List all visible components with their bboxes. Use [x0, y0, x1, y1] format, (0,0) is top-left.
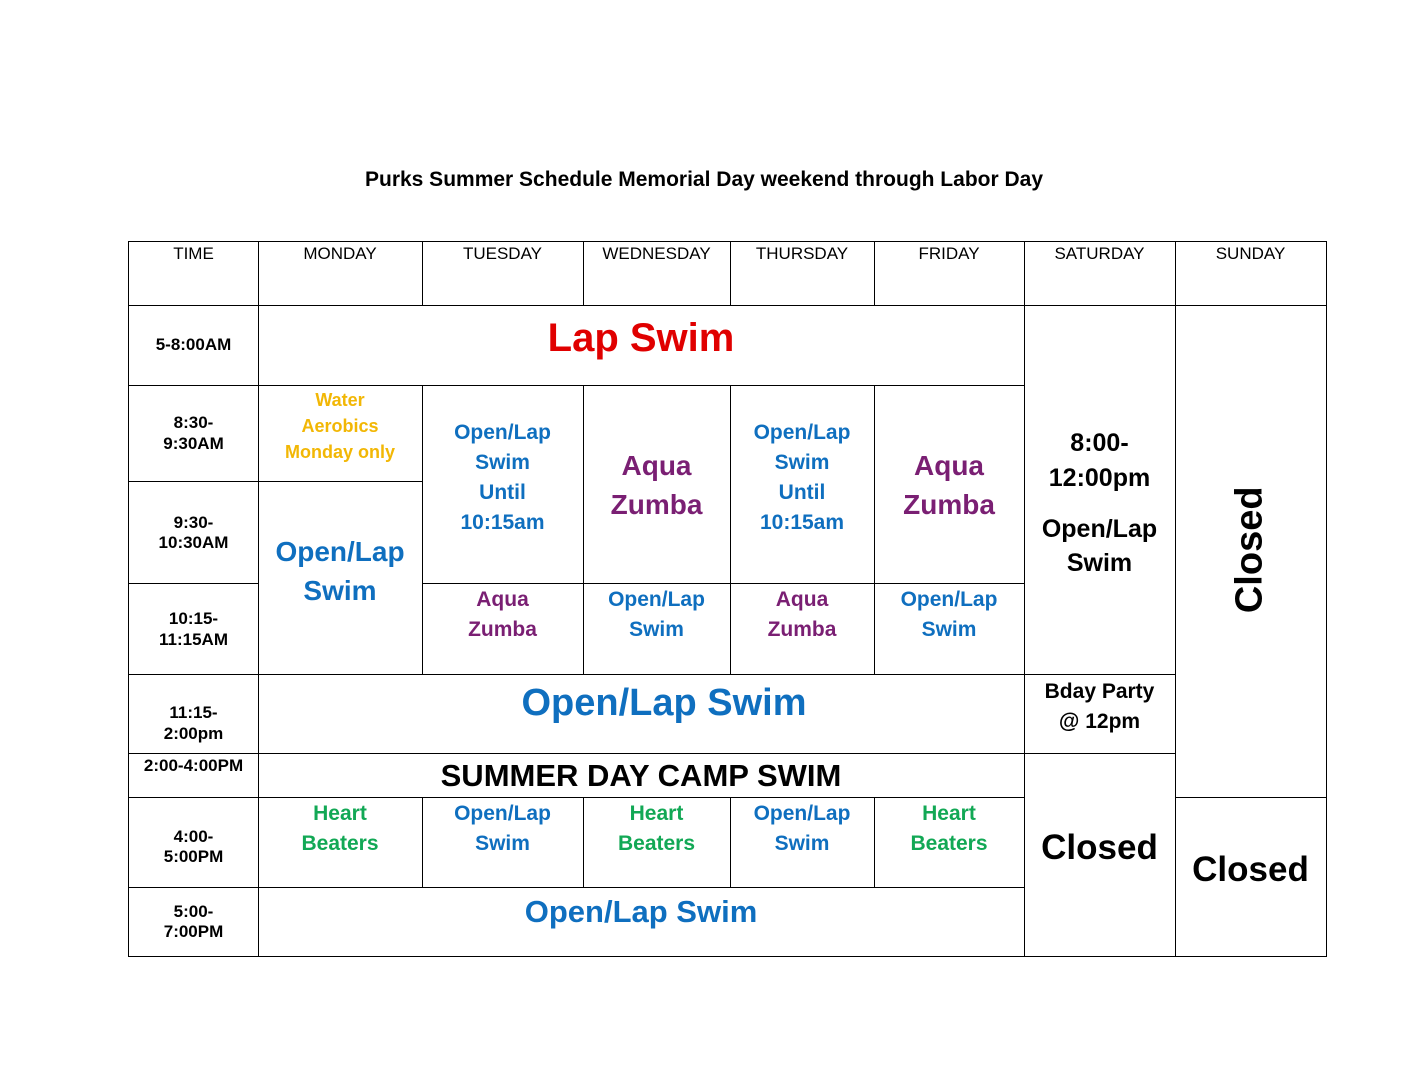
grid-line — [128, 241, 1327, 242]
wednesday-open-lap-cell: Open/Lap Swim — [608, 588, 705, 641]
grid-line — [258, 241, 259, 957]
grid-line — [422, 797, 423, 888]
grid-line — [583, 241, 584, 306]
grid-line — [1024, 241, 1025, 957]
tuesday-open-lap-until-cell: Open/Lap Swim Until 10:15am — [454, 420, 551, 534]
grid-line — [730, 385, 731, 675]
saturday-open-lap: Open/Lap Swim — [1041, 515, 1158, 577]
header-wednesday: WEDNESDAY — [602, 244, 711, 263]
grid-line — [1175, 797, 1327, 798]
grid-line — [128, 956, 1327, 957]
time-slot-7: 4:00- 5:00PM — [163, 826, 224, 866]
grid-line — [1326, 241, 1327, 957]
wednesday-aqua-zumba-cell: Aqua Zumba — [610, 449, 703, 520]
grid-line — [874, 241, 875, 306]
grid-line — [128, 305, 1327, 306]
time-slot-5: 11:15- 2:00pm — [163, 703, 224, 743]
grid-line — [128, 241, 129, 957]
grid-line — [128, 674, 1175, 675]
time-slot-6: 2:00-4:00PM — [143, 756, 244, 775]
lap-swim-banner: Lap Swim — [547, 316, 735, 360]
grid-line — [874, 385, 875, 675]
time-slot-3: 9:30- 10:30AM — [158, 512, 229, 552]
tuesday-aqua-zumba-cell: Aqua Zumba — [468, 588, 537, 641]
time-slot-2: 8:30- 9:30AM — [163, 413, 224, 453]
saturday-bday-party-cell: Bday Party @ 12pm — [1044, 680, 1155, 733]
grid-line — [128, 385, 1024, 386]
thursday-open-lap-pm-cell: Open/Lap Swim — [753, 802, 851, 855]
grid-line — [128, 753, 1175, 754]
saturday-morning-cell — [1024, 306, 1175, 675]
time-slot-1: 5-8:00AM — [155, 335, 232, 355]
header-sunday: SUNDAY — [1215, 244, 1286, 263]
friday-heart-beaters-cell: Heart Beaters — [910, 802, 988, 855]
grid-line — [583, 385, 584, 675]
saturday-hours: 8:00- 12:00pm — [1048, 429, 1151, 492]
evening-open-lap-banner: Open/Lap Swim — [524, 894, 758, 929]
water-aerobics-cell: Water Aerobics Monday only — [284, 390, 395, 462]
midday-open-lap-banner: Open/Lap Swim — [521, 682, 807, 724]
grid-line — [730, 241, 731, 306]
header-friday: FRIDAY — [918, 244, 980, 263]
wednesday-heart-beaters-cell: Heart Beaters — [617, 802, 696, 855]
grid-line — [422, 241, 423, 306]
grid-line — [422, 583, 1024, 584]
grid-line — [730, 797, 731, 888]
grid-line — [583, 797, 584, 888]
tuesday-open-lap-pm-cell: Open/Lap Swim — [454, 802, 551, 855]
time-slot-8: 5:00- 7:00PM — [163, 901, 224, 941]
schedule-title: Purks Summer Schedule Memorial Day weekend through Labor Day — [364, 168, 1044, 191]
sunday-closed-vertical-cell — [1175, 306, 1326, 798]
header-monday: MONDAY — [303, 244, 377, 263]
grid-line — [128, 887, 1024, 888]
monday-open-lap-cell: Open/Lap Swim — [275, 535, 405, 606]
header-saturday: SATURDAY — [1054, 244, 1145, 263]
grid-line — [874, 797, 875, 888]
monday-heart-beaters-cell: Heart Beaters — [301, 802, 379, 855]
sunday-closed-vertical-text: Closed — [1228, 486, 1271, 614]
time-slot-4: 10:15- 11:15AM — [159, 609, 228, 649]
day-camp-banner: SUMMER DAY CAMP SWIM — [440, 758, 842, 794]
header-tuesday: TUESDAY — [462, 244, 543, 263]
saturday-closed-cell: Closed — [1041, 828, 1158, 867]
thursday-open-lap-until-cell: Open/Lap Swim Until 10:15am — [753, 420, 851, 534]
sunday-closed-pm-cell: Closed — [1192, 850, 1309, 889]
grid-line — [128, 797, 1024, 798]
grid-line — [422, 385, 423, 675]
grid-line — [128, 583, 258, 584]
grid-line — [1175, 241, 1176, 957]
friday-aqua-zumba-cell: Aqua Zumba — [903, 449, 995, 520]
thursday-aqua-zumba-cell: Aqua Zumba — [767, 588, 837, 641]
header-time: TIME — [173, 244, 214, 263]
header-thursday: THURSDAY — [755, 244, 849, 263]
friday-open-lap-cell: Open/Lap Swim — [900, 588, 998, 641]
grid-line — [128, 481, 422, 482]
